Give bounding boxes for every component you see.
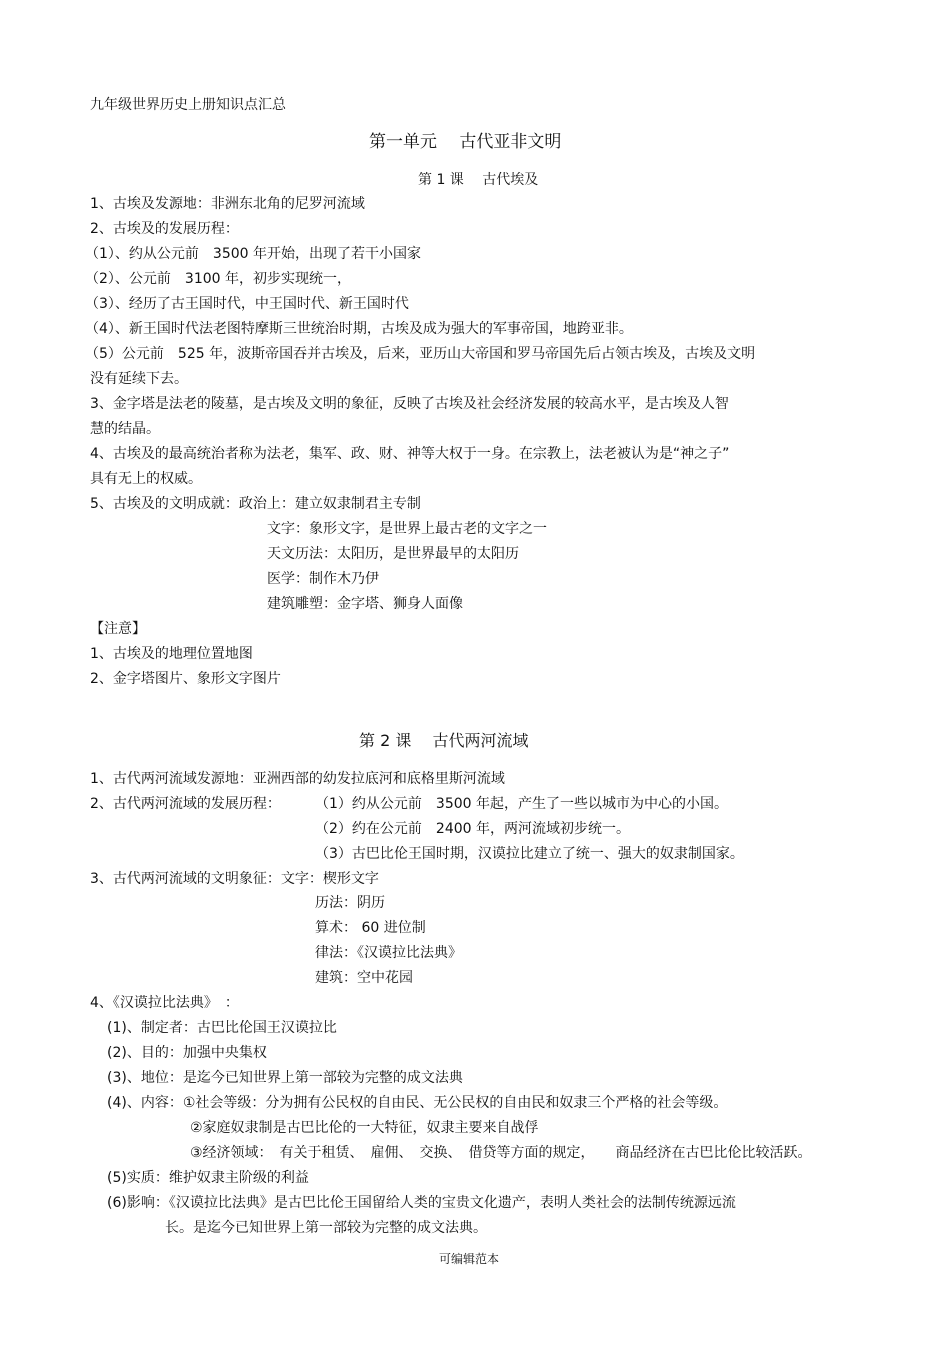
text-line: （5）公元前 525 年，波斯帝国吞并古埃及，后来，亚历山大帝国和罗马帝国先后占领古埃及，古埃及文明	[85, 346, 756, 362]
unit-title: 第一单元 古代亚非文明	[369, 132, 562, 152]
text-line: 没有延续下去。	[90, 371, 188, 387]
text-line: 历法：阴历	[315, 895, 385, 911]
text-line: （3）古巴比伦王国时期，汉谟拉比建立了统一、强大的奴隶制国家。	[315, 846, 744, 862]
text-line: ③经济领域： 有关于租赁、 雇佣、 交换、 借贷等方面的规定， 商品经济在古巴比伦比较活跃。	[190, 1145, 812, 1161]
text-line: （3）、经历了古王国时代，中王国时代、新王国时代	[85, 296, 409, 312]
text-line: 3、金字塔是法老的陵墓，是古埃及文明的象征，反映了古埃及社会经济发展的较高水平，是古埃及人智	[90, 396, 729, 412]
text-line: 具有无上的权威。	[90, 471, 202, 487]
page-footer: 可编辑范本	[439, 1252, 500, 1266]
document-title: 九年级世界历史上册知识点汇总	[90, 97, 286, 113]
text-line: (5)实质：维护奴隶主阶级的利益	[107, 1170, 309, 1186]
text-line: 3、古代两河流域的文明象征：文字：楔形文字	[90, 871, 379, 887]
text-line: 律法：《汉谟拉比法典》	[315, 945, 462, 961]
text-line: （1）约从公元前 3500 年起，产生了一些以城市为中心的小国。	[315, 796, 728, 812]
text-line: 慧的结晶。	[90, 421, 160, 437]
text-line: （2）约在公元前 2400 年，两河流域初步统一。	[315, 821, 630, 837]
text-line: 长。是迄今已知世界上第一部较为完整的成文法典。	[165, 1220, 487, 1236]
text-line: 建筑：空中花园	[315, 970, 413, 986]
text-line: 文字：象形文字，是世界上最古老的文字之一	[267, 521, 547, 537]
text-line: 2、金字塔图片、象形文字图片	[90, 671, 281, 687]
text-line: (6)影响：《汉谟拉比法典》是古巴比伦王国留给人类的宝贵文化遗产，表明人类社会的法制传统源远流	[107, 1195, 736, 1211]
text-line: ②家庭奴隶制是古巴比伦的一大特征，奴隶主要来自战俘	[190, 1120, 539, 1136]
text-line: 4、《汉谟拉比法典》 ：	[90, 995, 239, 1011]
text-line: 建筑雕塑：金字塔、狮身人面像	[267, 596, 463, 612]
text-line: 算术： 60 进位制	[315, 920, 426, 936]
text-line: （4）、新王国时代法老图特摩斯三世统治时期，古埃及成为强大的军事帝国，地跨亚非。	[85, 321, 633, 337]
text-line: (4)、内容：①社会等级：分为拥有公民权的自由民、无公民权的自由民和奴隶三个严格的社会等级。	[107, 1095, 728, 1111]
text-line: (1)、制定者：古巴比伦国王汉谟拉比	[107, 1020, 337, 1036]
text-line: 2、古埃及的发展历程：	[90, 221, 239, 237]
text-line: 5、古埃及的文明成就：政治上：建立奴隶制君主专制	[90, 496, 421, 512]
text-line: （1）、约从公元前 3500 年开始，出现了若干小国家	[85, 246, 421, 262]
text-line: 4、古埃及的最高统治者称为法老，集军、政、财、神等大权于一身。在宗教上，法老被认为是“神之子”	[90, 446, 730, 462]
text-line: （2）、公元前 3100 年，初步实现统一，	[85, 271, 351, 287]
text-line: 天文历法：太阳历，是世界最早的太阳历	[267, 546, 519, 562]
text-line: 1、古埃及的地理位置地图	[90, 646, 253, 662]
lesson-1-title: 第 1 课 古代埃及	[418, 172, 539, 188]
text-line: (2)、目的：加强中央集权	[107, 1045, 267, 1061]
text-line: 1、古代两河流域发源地：亚洲西部的幼发拉底河和底格里斯河流域	[90, 771, 505, 787]
text-line: 医学：制作木乃伊	[267, 571, 379, 587]
text-line: 2、古代两河流域的发展历程：	[90, 796, 281, 812]
text-line: 1、古埃及发源地：非洲东北角的尼罗河流域	[90, 196, 365, 212]
note-heading: 【注意】	[90, 621, 146, 637]
text-line: (3)、地位：是迄今已知世界上第一部较为完整的成文法典	[107, 1070, 463, 1086]
lesson-2-title: 第 2 课 古代两河流域	[359, 731, 529, 750]
